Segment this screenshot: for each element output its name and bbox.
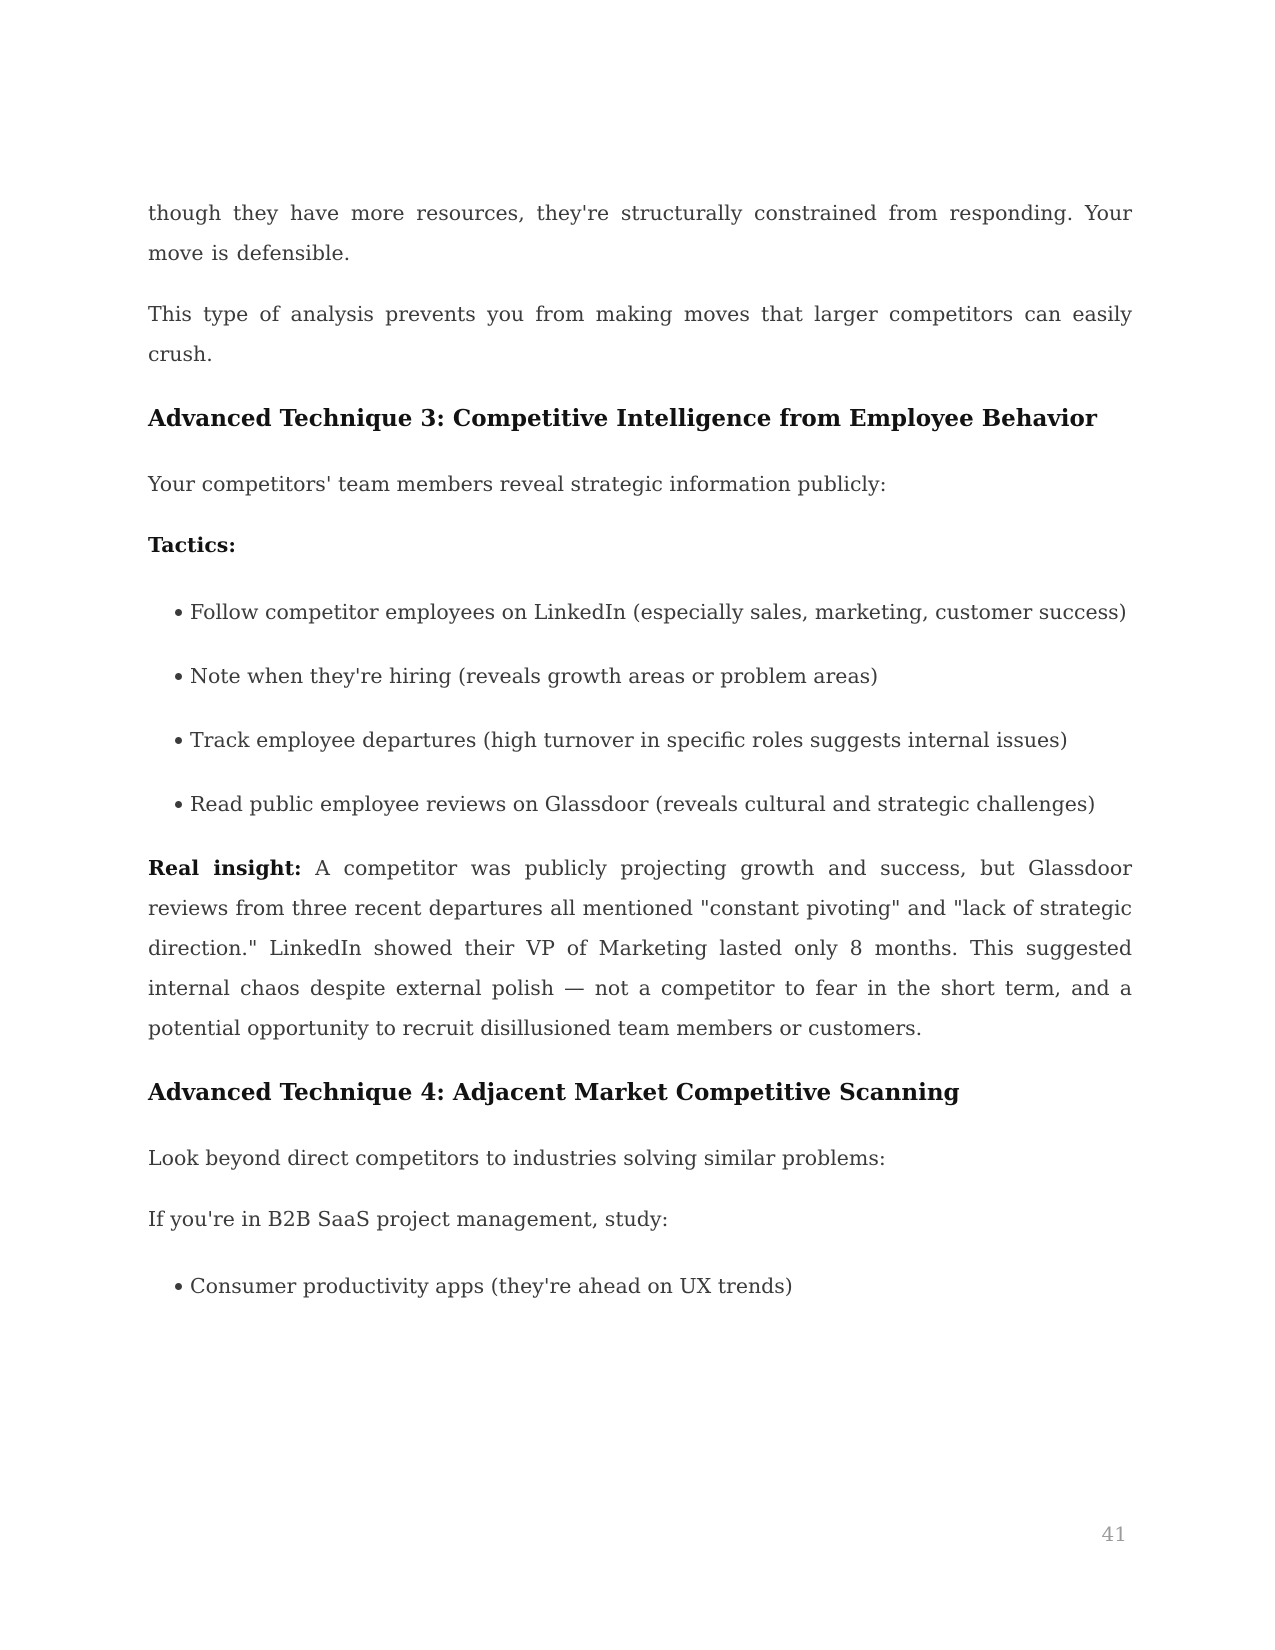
paragraph-real-insight	[148, 848, 1132, 1048]
real-insight-text: A competitor was publicly projecting growth and success, but Glassdoor reviews from three recent departures all mentioned "constant pivoting" and "lack of strategic direction." LinkedIn showed their VP of Marketing lasted only 8 months. This suggested internal chaos despite external polish — not a competitor to fear in the short term, and a potential opportunity to recruit disillusioned team members or customers.	[148, 856, 1132, 1040]
list-item	[148, 656, 1132, 696]
heading-advanced-technique-4: Advanced Technique 4: Adjacent Market Competitive Scanning	[148, 1079, 960, 1106]
page-number: 41	[1101, 1522, 1127, 1546]
paragraph-analysis-crush: This type of analysis prevents you from making moves that larger competitors can easily crush.	[148, 302, 1132, 366]
paragraph-continuation: though they have more resources, they're structurally constrained from responding. Your move is defensible.	[148, 201, 1132, 265]
bullet-icon	[175, 801, 182, 808]
list-item-text: Read public employee reviews on Glassdoor (reveals cultural and strategic challenges)	[190, 792, 1096, 816]
paragraph-look-beyond: Look beyond direct competitors to industries solving similar problems:	[148, 1146, 886, 1170]
paragraph-b2b-saas: If you're in B2B SaaS project management, study:	[148, 1207, 669, 1231]
list-item-text: Note when they're hiring (reveals growth areas or problem areas)	[190, 664, 879, 688]
page-body	[148, 193, 1132, 1330]
tactics-label: Tactics:	[148, 533, 236, 557]
list-item	[148, 784, 1132, 824]
paragraph-competitors-reveal: Your competitors' team members reveal strategic information publicly:	[148, 472, 887, 496]
list-item-text: Consumer productivity apps (they're ahead on UX trends)	[190, 1274, 793, 1298]
bullet-icon	[175, 1283, 182, 1290]
list-item	[148, 1266, 1132, 1306]
bullet-icon	[175, 609, 182, 616]
heading-advanced-technique-3: Advanced Technique 3: Competitive Intelligence from Employee Behavior	[148, 405, 1097, 432]
bullet-icon	[175, 673, 182, 680]
real-insight-label: Real insight:	[148, 856, 302, 880]
list-item	[148, 592, 1132, 632]
bullet-icon	[175, 737, 182, 744]
tactics-bullet-list	[148, 592, 1132, 824]
list-item	[148, 720, 1132, 760]
adjacent-bullet-list	[148, 1266, 1132, 1306]
list-item-text: Track employee departures (high turnover in specific roles suggests internal issues)	[190, 728, 1068, 752]
list-item-text: Follow competitor employees on LinkedIn (especially sales, marketing, customer success)	[190, 600, 1127, 624]
